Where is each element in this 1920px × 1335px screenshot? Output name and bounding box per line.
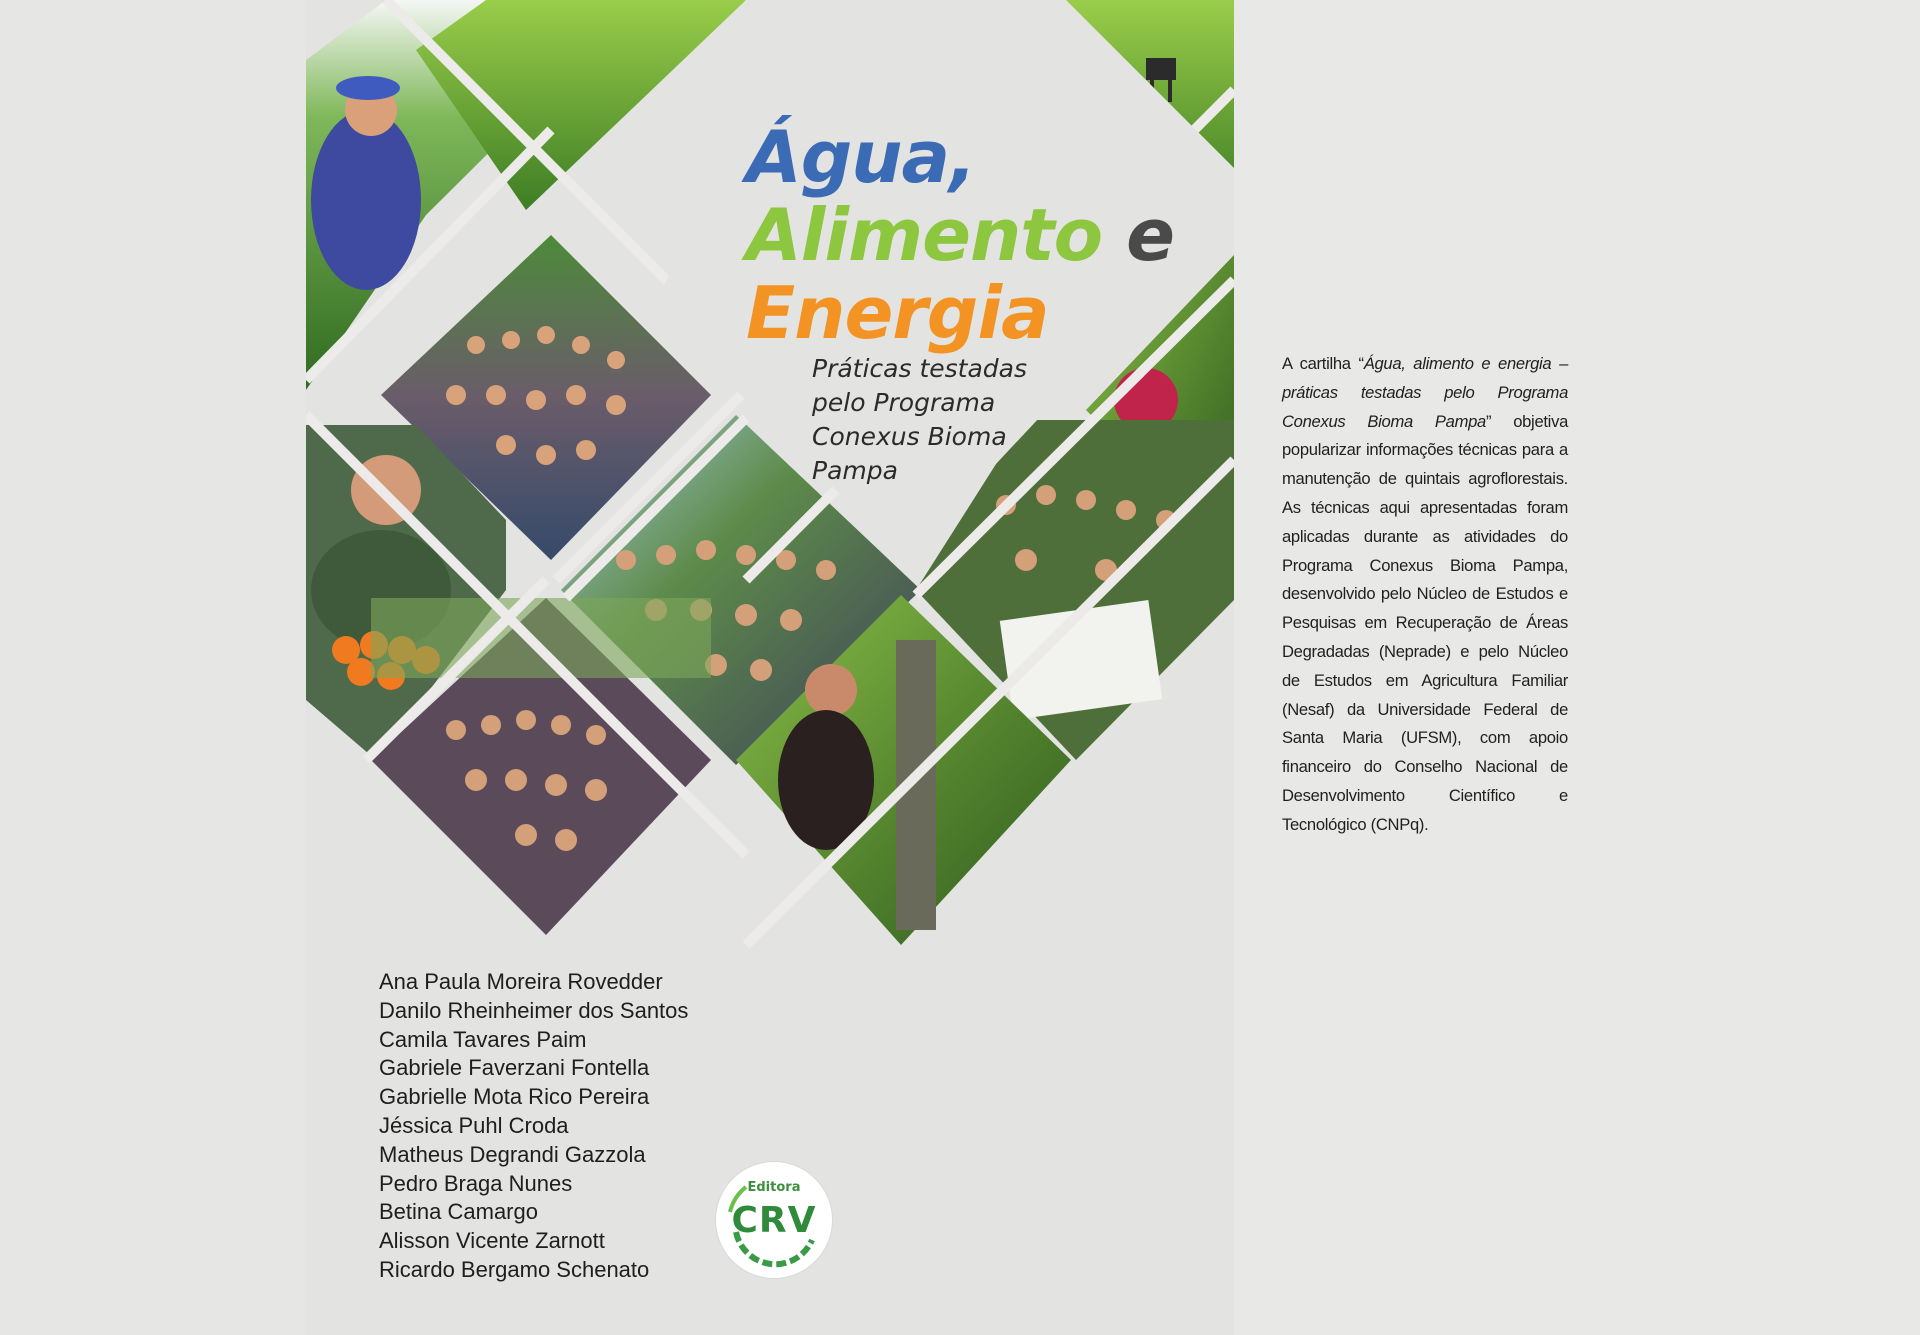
subtitle-line: Conexus Bioma [812, 422, 1007, 451]
title-agua: Água, [746, 115, 976, 199]
logo-editora-text: Editora [747, 1180, 801, 1195]
author-name: Ricardo Bergamo Schenato [379, 1256, 650, 1282]
blurb-intro: A cartilha “ [1282, 354, 1364, 373]
author-name: Alisson Vicente Zarnott [379, 1228, 605, 1254]
book-subtitle [812, 352, 1092, 488]
author-name: Camila Tavares Paim [379, 1026, 587, 1052]
subtitle-line: pelo Programa [812, 388, 996, 417]
back-cover-blurb [1282, 350, 1568, 840]
back-cover [1234, 0, 1920, 1335]
author-name: Betina Camargo [379, 1199, 538, 1225]
blurb-body: ” objetiva popularizar informações técnicas para a manutenção de quintais agroflorestais. As técnicas aqui apresentadas foram aplicadas durante as atividades do Programa Conexus Bioma Pampa, desenvolvido pelo Núcleo de Estudos e Pesquisas em Recuperação de Áreas Degradadas (Neprade) e pelo Núcleo de Estudos em Agricultura Familiar (Nesaf) da Universidade Federal de Santa Maria (UFSM), com apoio financeiro do Conselho Nacional de Desenvolvimento Científico e Tecnológico (CNPq). [1282, 411, 1568, 834]
author-name: Matheus Degrandi Gazzola [379, 1141, 646, 1167]
subtitle-line: Práticas testadas [812, 354, 1028, 383]
blurb-title-italic: Água, alimento e energia – práticas testadas pelo Programa Conexus Bioma Pampa [1282, 354, 1568, 431]
author-name: Gabriele Faverzani Fontella [379, 1055, 650, 1081]
author-name: Gabrielle Mota Rico Pereira [379, 1084, 650, 1110]
logo-crv-text: CRV [731, 1200, 817, 1241]
title-energia: Energia [746, 271, 1049, 355]
author-list [379, 968, 688, 1285]
author-name: Danilo Rheinheimer dos Santos [379, 997, 689, 1023]
author-name: Ana Paula Moreira Rovedder [379, 969, 663, 994]
author-name: Jéssica Puhl Croda [379, 1112, 569, 1138]
publisher-logo [716, 1162, 832, 1278]
title-e: e [1126, 193, 1174, 277]
title-alimento: Alimento [746, 193, 1103, 277]
front-cover [306, 0, 1234, 1335]
author-name: Pedro Braga Nunes [379, 1170, 573, 1196]
book-title [746, 115, 1174, 355]
subtitle-line: Pampa [812, 456, 898, 485]
photo-field-top [416, 0, 746, 210]
